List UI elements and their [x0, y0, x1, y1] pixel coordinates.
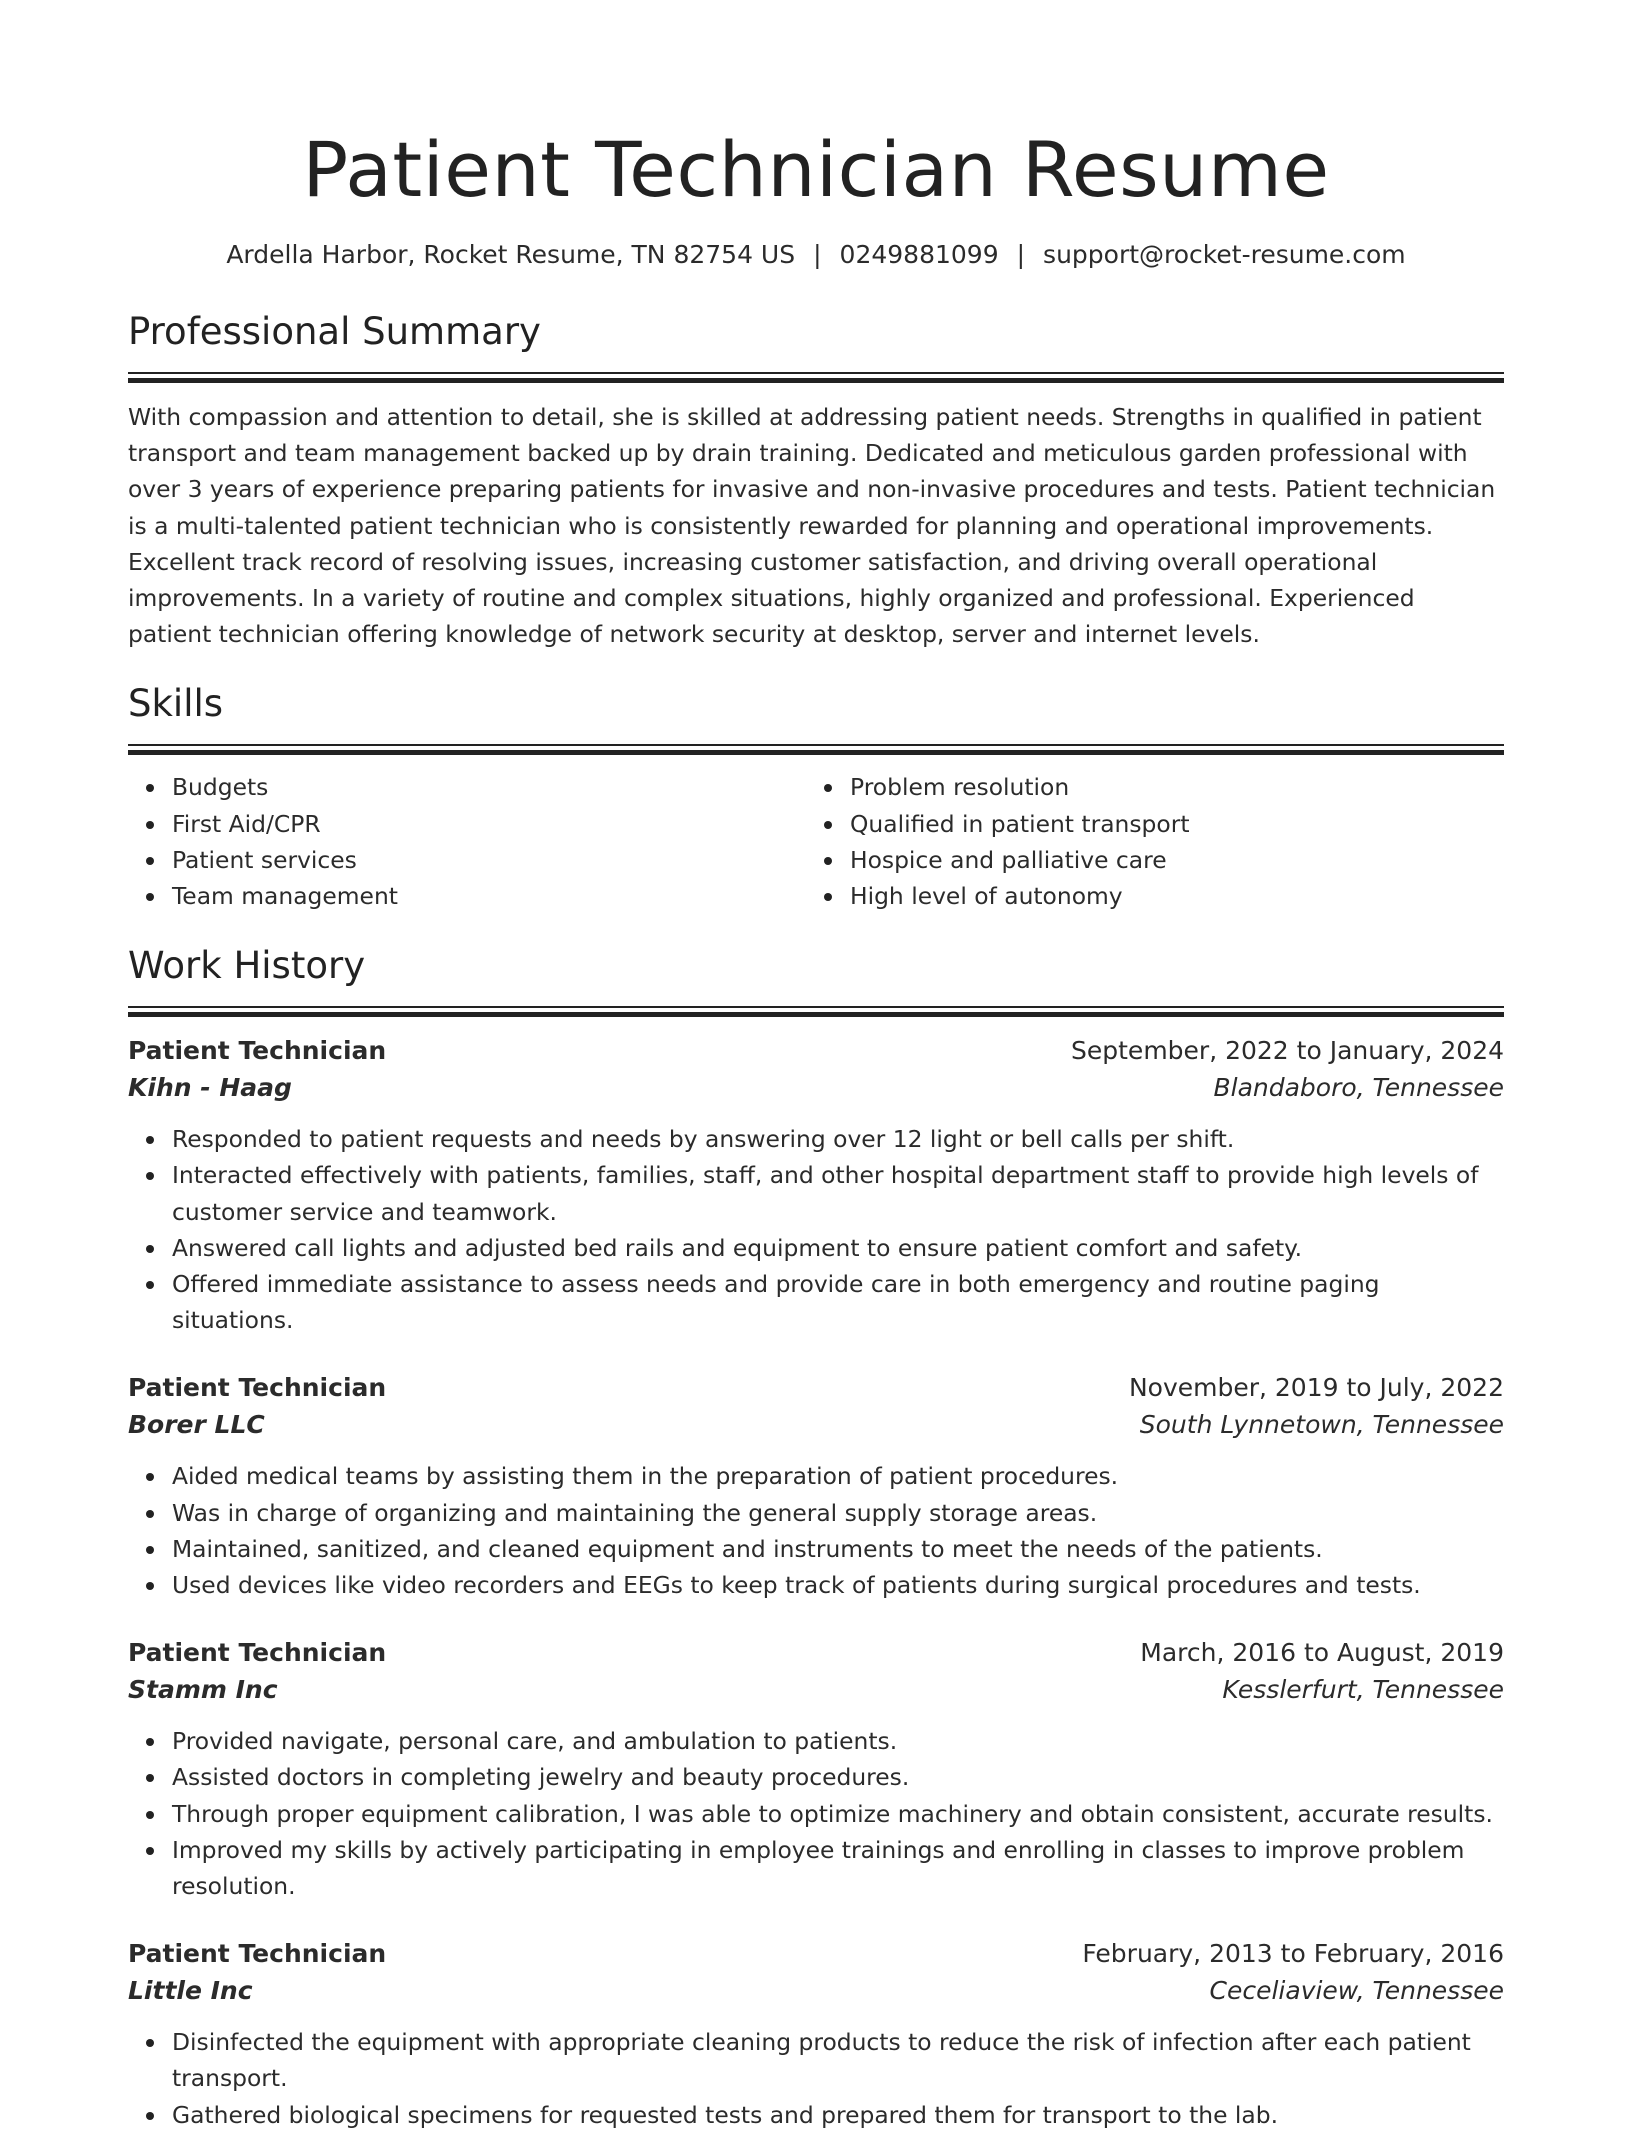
resume-content [128, 0, 1504, 2133]
skill-item: High level of autonomy [850, 878, 1484, 914]
job-bullet: Interacted effectively with patients, families, staff, and other hospital department staff to provide high levels of customer service and teamwork. [172, 1157, 1504, 1229]
skills-columns [128, 769, 1504, 914]
summary-text: With compassion and attention to detail, she is skilled at addressing patient needs. Strengths in qualified in patient transport and team management backed up by drain training. Dedicated and meticulous garden professional with over 3 years of experience preparing patients for invasive and non-invasive procedures and tests. Patient technician is a multi-talented patient technician who is consistently rewarded for planning and operational improvements. Excellent track record of resolving issues, increasing customer satisfaction, and driving overall operational improvements. In a variety of routine and complex situations, highly organized and professional. Experienced patient technician offering knowledge of network security at desktop, server and internet levels. [128, 403, 1496, 649]
job-entry [128, 1370, 1504, 1603]
work-section [128, 940, 1504, 2133]
contact-address: Ardella Harbor, Rocket Resume, TN 82754 US [226, 240, 796, 269]
job-bullet: Provided navigate, personal care, and ambulation to patients. [172, 1723, 1504, 1759]
summary-heading: Professional Summary [128, 310, 541, 353]
contact-separator: | [1016, 240, 1026, 269]
section-divider-thick [128, 750, 1504, 755]
job-location: Kesslerfurt, Tennessee [1222, 1675, 1504, 1705]
job-company: Borer LLC [128, 1410, 265, 1440]
job-company: Stamm Inc [128, 1675, 278, 1705]
job-header-row [128, 1936, 1504, 1972]
contact-separator: | [813, 240, 822, 269]
job-bullet: Offered immediate assistance to assess needs and provide care in both emergency and routine paging situations. [172, 1266, 1504, 1338]
job-header-row [128, 1635, 1504, 1671]
job-subheader-row [128, 1069, 1504, 1107]
skill-item: Team management [172, 878, 806, 914]
section-divider [128, 372, 1504, 374]
skill-item: Qualified in patient transport [850, 806, 1484, 842]
skills-list-left [128, 769, 806, 914]
summary-section [128, 306, 1504, 652]
job-bullet: Assisted doctors in completing jewelry and beauty procedures. [172, 1759, 1504, 1795]
job-bullet: Was in charge of organizing and maintaining the general supply storage areas. [172, 1495, 1504, 1531]
job-bullet: Through proper equipment calibration, I was able to optimize machinery and obtain consistent, accurate results. [172, 1796, 1504, 1832]
job-company: Little Inc [128, 1976, 253, 2006]
job-bullet: Improved my skills by actively participating in employee trainings and enrolling in classes to improve problem resolution. [172, 1832, 1504, 1904]
job-title: Patient Technician [128, 1036, 387, 1066]
job-company: Kihn - Haag [128, 1073, 292, 1103]
job-entry [128, 1635, 1504, 1904]
section-divider-thick [128, 378, 1504, 383]
job-bullets [128, 1121, 1504, 1338]
job-title: Patient Technician [128, 1373, 387, 1403]
job-bullet: Aided medical teams by assisting them in the preparation of patient procedures. [172, 1458, 1504, 1494]
section-divider [128, 744, 1504, 746]
skills-section [128, 678, 1504, 914]
job-subheader-row [128, 1671, 1504, 1709]
job-bullet: Answered call lights and adjusted bed rails and equipment to ensure patient comfort and safety. [172, 1230, 1504, 1266]
job-bullets [128, 1723, 1504, 1904]
job-bullets [128, 1458, 1504, 1603]
job-location: Blandaboro, Tennessee [1213, 1073, 1504, 1103]
job-header-row [128, 1370, 1504, 1406]
skill-item: Budgets [172, 769, 806, 805]
job-location: South Lynnetown, Tennessee [1139, 1410, 1504, 1440]
job-bullet: Responded to patient requests and needs by answering over 12 light or bell calls per shift. [172, 1121, 1504, 1157]
job-subheader-row [128, 1406, 1504, 1444]
skill-item: Problem resolution [850, 769, 1484, 805]
job-dates: November, 2019 to July, 2022 [1128, 1373, 1504, 1403]
job-dates: February, 2013 to February, 2016 [1082, 1939, 1504, 1969]
skills-heading: Skills [128, 682, 224, 726]
job-subheader-row [128, 1972, 1504, 2010]
resume-title: Patient Technician Resume [302, 125, 1330, 214]
contact-line [128, 238, 1504, 272]
job-title: Patient Technician [128, 1939, 387, 1969]
job-bullet: Gathered biological specimens for requested tests and prepared them for transport to the lab. [172, 2097, 1504, 2133]
job-bullet: Used devices like video recorders and EEGs to keep track of patients during surgical procedures and tests. [172, 1567, 1504, 1603]
job-bullets [128, 2024, 1504, 2133]
work-heading: Work History [128, 944, 366, 988]
skill-item: First Aid/CPR [172, 806, 806, 842]
contact-email: support@rocket-resume.com [1043, 240, 1406, 269]
job-entry [128, 1033, 1504, 1338]
job-dates: March, 2016 to August, 2019 [1140, 1638, 1504, 1668]
job-bullet: Maintained, sanitized, and cleaned equipment and instruments to meet the needs of the patients. [172, 1531, 1504, 1567]
skill-item: Patient services [172, 842, 806, 878]
section-divider [128, 1006, 1504, 1008]
job-dates: September, 2022 to January, 2024 [1071, 1036, 1504, 1066]
skills-list-right [806, 769, 1484, 914]
job-header-row [128, 1033, 1504, 1069]
job-location: Ceceliaview, Tennessee [1209, 1976, 1504, 2006]
section-divider-thick [128, 1012, 1504, 1017]
job-bullet: Disinfected the equipment with appropriate cleaning products to reduce the risk of infection after each patient transport. [172, 2024, 1504, 2096]
contact-phone: 0249881099 [839, 240, 999, 269]
job-entry [128, 1936, 1504, 2133]
skill-item: Hospice and palliative care [850, 842, 1484, 878]
job-title: Patient Technician [128, 1638, 387, 1668]
